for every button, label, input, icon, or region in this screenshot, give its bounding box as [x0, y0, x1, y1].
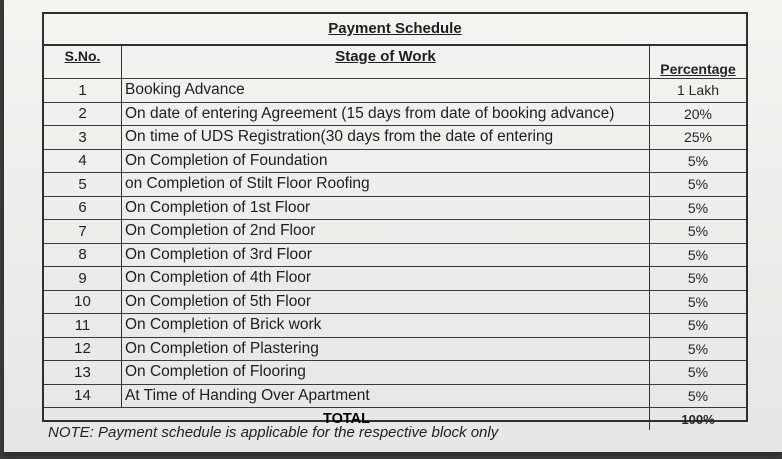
row-sno: 10: [44, 291, 122, 314]
row-stage: On Completion of 5th Floor: [122, 291, 650, 314]
row-percentage: 5%: [687, 246, 709, 263]
row-sno: 9: [44, 267, 122, 290]
table-title: Payment Schedule: [328, 20, 462, 37]
row-stage: At Time of Handing Over Apartment: [122, 385, 650, 408]
row-percentage: 5%: [687, 317, 709, 334]
row-sno: 14: [44, 385, 122, 408]
row-percentage: 5%: [687, 152, 709, 169]
table-body: [44, 79, 746, 408]
row-sno: 7: [44, 220, 122, 243]
row-sno: 12: [44, 338, 122, 361]
table-row: [44, 267, 746, 291]
row-stage: Booking Advance: [122, 79, 650, 102]
row-stage: On date of entering Agreement (15 days from date of booking advance): [122, 103, 650, 126]
row-percentage: 20%: [683, 105, 713, 122]
row-percentage: 5%: [687, 176, 709, 193]
row-stage: On Completion of 1st Floor: [122, 197, 650, 220]
table-row: [44, 150, 746, 174]
row-percentage: 5%: [687, 223, 709, 240]
row-stage: On Completion of 3rd Floor: [122, 244, 650, 267]
row-percentage: 5%: [687, 270, 709, 287]
table-header-row: [44, 46, 746, 79]
row-stage: on Completion of Stilt Floor Roofing: [122, 173, 650, 196]
footnote: NOTE: Payment schedule is applicable for the respective block only: [48, 424, 499, 441]
row-sno: 3: [44, 126, 122, 149]
row-stage: On Completion of Foundation: [122, 150, 650, 173]
row-percentage: 5%: [687, 387, 709, 404]
table-row: [44, 126, 746, 150]
table-row: [44, 361, 746, 385]
row-stage: On Completion of 2nd Floor: [122, 220, 650, 243]
table-row: [44, 173, 746, 197]
row-stage: On Completion of Brick work: [122, 314, 650, 337]
row-percentage: 25%: [683, 129, 713, 146]
row-sno: 4: [44, 150, 122, 173]
header-stage: Stage of Work: [122, 46, 650, 78]
row-percentage: 5%: [687, 199, 709, 216]
row-percentage: 1 Lakh: [676, 82, 720, 99]
table-row: [44, 338, 746, 362]
table-row: [44, 385, 746, 409]
table-row: [44, 244, 746, 268]
payment-schedule-table: [42, 12, 748, 427]
row-sno: 6: [44, 197, 122, 220]
table-row: [44, 220, 746, 244]
row-sno: 11: [44, 314, 122, 337]
row-sno: 8: [44, 244, 122, 267]
table-row: [44, 103, 746, 127]
table-row: [44, 314, 746, 338]
row-percentage: 5%: [687, 293, 709, 310]
total-percentage: 100%: [681, 411, 715, 427]
row-percentage: 5%: [687, 340, 709, 357]
row-sno: 2: [44, 103, 122, 126]
row-stage: On time of UDS Registration(30 days from the date of entering: [122, 126, 650, 149]
payment-schedule-card: [4, 0, 782, 452]
table-row: [44, 291, 746, 315]
row-stage: On Completion of Plastering: [122, 338, 650, 361]
row-sno: 1: [44, 79, 122, 102]
row-stage: On Completion of 4th Floor: [122, 267, 650, 290]
total-label: TOTAL: [44, 408, 650, 430]
table-row: [44, 79, 746, 103]
row-percentage: 5%: [687, 364, 709, 381]
header-percentage: Percentage: [660, 61, 736, 77]
table-row: [44, 197, 746, 221]
table-grid: [44, 44, 746, 430]
header-sno: S.No.: [44, 46, 122, 78]
row-sno: 5: [44, 173, 122, 196]
row-stage: On Completion of Flooring: [122, 361, 650, 384]
row-sno: 13: [44, 361, 122, 384]
